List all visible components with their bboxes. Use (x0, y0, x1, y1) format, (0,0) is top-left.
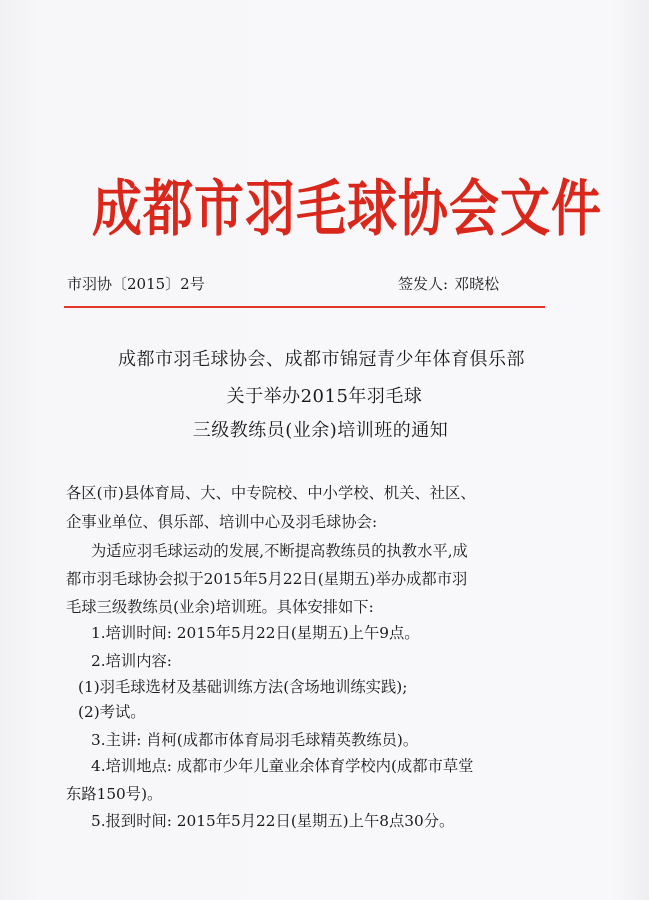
item-5-check-in-time: 5.报到时间: 2015年5月22日(星期五)上午8点30分。 (91, 812, 455, 830)
item-2-sub-2: (2)考试。 (78, 703, 146, 721)
bleed-through-shadow (399, 62, 609, 152)
item-3-lecturer: 3.主讲: 肖柯(成都市体育局羽毛球精英教练员)。 (91, 731, 419, 749)
item-4-location-line-1: 4.培训地点: 成都市少年儿童业余体育学校内(成都市草堂 (91, 757, 474, 775)
item-4-location-line-2: 东路150号)。 (66, 785, 163, 803)
intro-line-1: 为适应羽毛球运动的发展,不断提高教练员的执教水平,成 (91, 542, 468, 560)
document-header-title: 成都市羽毛球协会文件 (92, 172, 602, 245)
recipients-line-2: 企事业单位、俱乐部、培训中心及羽毛球协会: (66, 513, 378, 531)
issuer-label: 签发人: (398, 275, 449, 293)
notice-heading-line-2: 关于举办2015年羽毛球 (226, 386, 423, 407)
item-1-training-time: 1.培训时间: 2015年5月22日(星期五)上午9点。 (91, 624, 420, 642)
issuer-line (398, 273, 499, 294)
intro-line-2: 都市羽毛球协会拟于2015年5月22日(星期五)举办成都市羽 (66, 570, 468, 588)
document-number: 市羽协〔2015〕2号 (67, 275, 205, 293)
intro-line-3: 毛球三级教练员(业余)培训班。具体安排如下: (66, 598, 374, 616)
item-2-training-content: 2.培训内容: (91, 652, 172, 670)
recipients-line-1: 各区(市)县体育局、大、中专院校、中小学校、机关、社区、 (66, 484, 476, 502)
item-2-sub-1: (1)羽毛球选材及基础训练方法(含场地训练实践); (78, 678, 408, 696)
notice-heading-line-1: 成都市羽毛球协会、成都市锦冠青少年体育俱乐部 (118, 349, 525, 370)
red-divider-line (64, 306, 545, 308)
issuer-name: 邓晓松 (454, 275, 500, 293)
notice-heading-line-3: 三级教练员(业余)培训班的通知 (192, 420, 449, 441)
